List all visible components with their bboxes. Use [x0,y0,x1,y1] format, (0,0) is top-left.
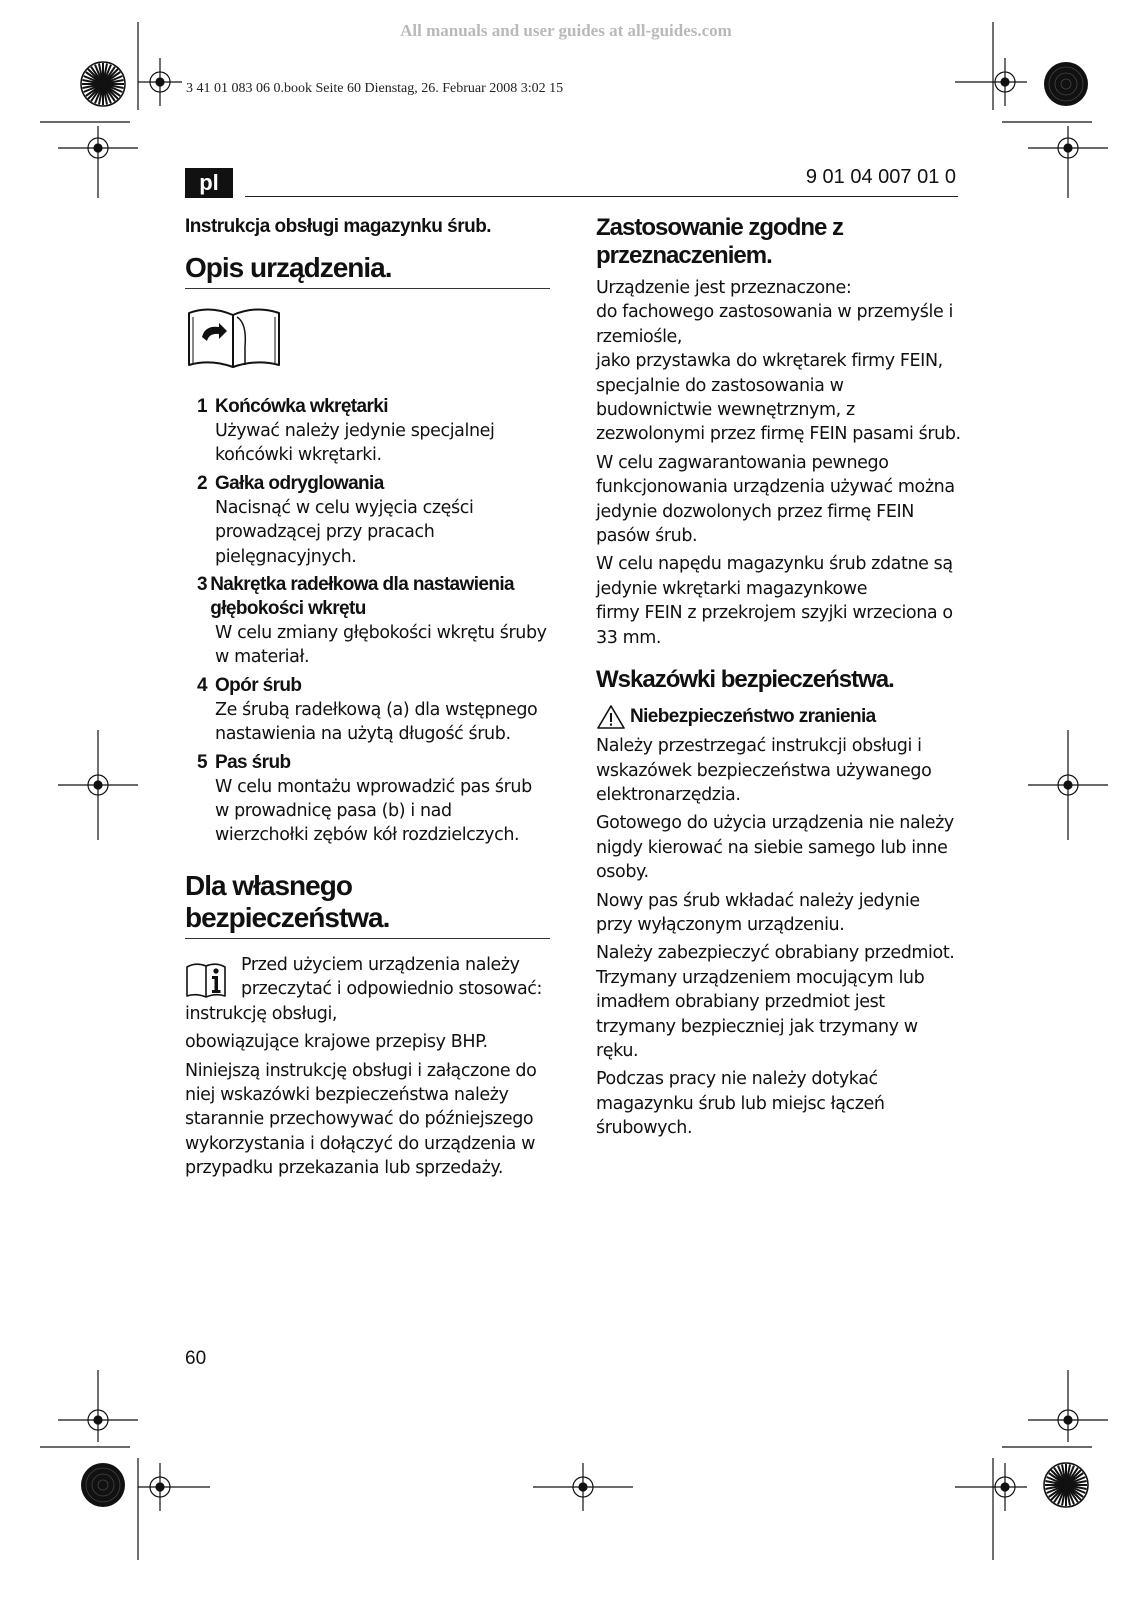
intended-use-paragraph: W celu napędu magazynku śrub zdatne są jedynie wkrętarki magazynkowe firmy FEIN z przekrojem szyjki wrzeciona o 33 mm. [596,554,953,648]
list-item [185,472,550,569]
safety-title: Dla własnego bezpieczeństwa. [185,870,550,939]
item-text: W celu montażu wprowadzić pas śrub w prowadnicę pasa (b) i nad wierzchołki zębów kół rozdzielczych. [215,776,532,846]
intended-use-paragraph: Urządzenie jest przeznaczone: do fachowego zastosowania w przemyśle i rzemiośle, jako przystawka do wkrętarek firmy FEIN, specjalnie do zastosowania w budownictwie wewnętrznym, z zezwolonymi przez firmę FEIN pasami śrub. [596,278,961,445]
item-number: 5 [197,751,207,773]
warning-heading [596,704,961,730]
left-column [185,214,550,1185]
document-number: 9 01 04 007 01 0 [805,166,956,188]
header-rule [245,196,958,197]
safety-paragraph: instrukcję obsługi, [185,1003,338,1024]
watermark: All manuals and user guides at all-guides.com [400,21,732,40]
item-text: Nacisnąć w celu wyjęcia części prowadzącej przy pracach pielęgnacyjnych. [215,497,474,567]
item-text: Ze śrubą radełkową (a) dla wstępnego nastawienia na użytą długość śrub. [215,699,538,745]
safety-tip-paragraph: Podczas pracy nie należy dotykać magazynku śrub lub miejsc łączeń śrubowych. [596,1069,885,1139]
right-column [596,214,961,1145]
item-number: 1 [197,396,207,417]
list-item [185,395,550,468]
item-number: 2 [197,472,207,494]
safety-paragraph: obowiązujące krajowe przepisy BHP. [185,1032,488,1053]
item-heading: Pas śrub [215,751,291,773]
description-title: Opis urządzenia. [185,252,550,289]
safety-tips-title: Wskazówki bezpieczeństwa. [596,666,894,694]
warning-triangle-icon [596,704,626,730]
item-heading: Gałka odryglowania [215,472,384,494]
info-note [185,953,550,1002]
safety-tip-paragraph: Należy przestrzegać instrukcji obsługi i wskazówek bezpieczeństwa używanego elektronarzędzia. [596,736,932,805]
info-manual-icon [185,959,227,999]
page-number: 60 [185,1348,207,1369]
item-heading: Końcówka wkrętarki [215,396,388,417]
book-page-turn-icon [185,303,283,373]
intro-title: Instrukcja obsługi magazynku śrub. [185,216,492,237]
safety-tip-paragraph: Gotowego do użycia urządzenia nie należy nigdy kierować na siebie samego lub inne osoby. [596,813,954,883]
list-item [185,751,550,848]
safety-tip-paragraph: Nowy pas śrub wkładać należy jedynie przy wyłączonym urządzeniu. [596,890,920,935]
warning-heading-text: Niebezpieczeństwo zranienia [630,706,876,728]
list-item [185,674,550,747]
list-item [185,573,550,670]
item-heading: Nakrętka radełkowa dla nastawienia głębokości wkrętu [210,574,514,620]
intended-use-paragraph: W celu zagwarantowania pewnego funkcjonowania urządzenia używać można jedynie dozwolonych przez firmę FEIN pasów śrub. [596,452,955,547]
item-number: 3 [197,574,207,596]
item-number: 4 [197,674,207,696]
intended-use-title: Zastosowanie zgodne z przeznaczeniem. [596,214,844,269]
language-badge: pl [185,168,233,198]
safety-tip-paragraph: Należy zabezpieczyć obrabiany przedmiot. Trzymany urządzeniem mocującym lub imadłem obrabiany przedmiot jest trzymany bezpieczniej jak trzymany w ręku. [596,943,955,1061]
item-text: Używać należy jedynie specjalnej końcówki wkrętarki. [215,421,495,466]
item-text: W celu zmiany głębokości wkrętu śruby w materiał. [215,623,547,668]
item-heading: Opór śrub [215,674,302,696]
info-text: Przed użyciem urządzenia należy przeczytać i odpowiednio stosować: [241,954,542,1000]
book-file-line: 3 41 01 083 06 0.book Seite 60 Dienstag, 26. Februar 2008 3:02 15 [186,81,564,96]
safety-paragraph: Niniejszą instrukcję obsługi i załączone do niej wskazówki bezpieczeństwa należy starannie przechowywać do późniejszego wykorzystania i dołączyć do urządzenia w przypadku przekazania lub sprzedaży. [185,1060,537,1179]
